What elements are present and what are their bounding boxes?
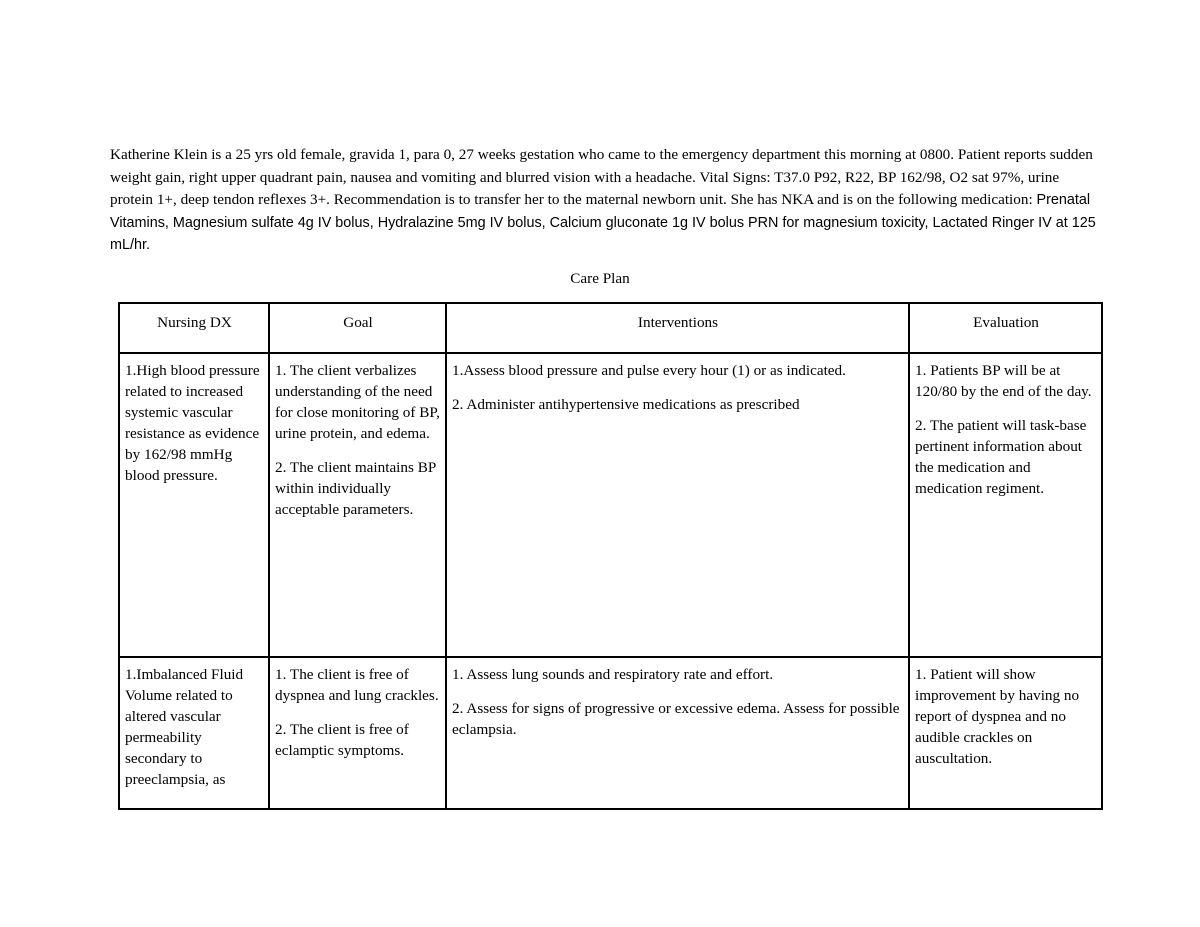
table-row bbox=[119, 657, 1102, 809]
header-goal: Goal bbox=[269, 303, 446, 353]
table-row bbox=[119, 353, 1102, 657]
nursing-dx-text: 1.Imbalanced Fluid Volume related to altered vascular permeability secondary to preeclampsia, as bbox=[125, 666, 244, 788]
evaluation-cell bbox=[909, 353, 1102, 657]
case-description bbox=[110, 144, 1100, 257]
case-description-text: Katherine Klein is a 25 yrs old female, gravida 1, para 0, 27 weeks gestation who came to the emergency department this morning at 0800. Patient reports sudden weight gain, right upper quadrant pain, nausea and vomiting and blurred vision with a headache. Vital Signs: T37.0 P92, R22, BP 162/98, O2 sat 97%, urine protein 1+, deep tendon reflexes 3+. Recommendation is to transfer her to the maternal newborn unit. She has NKA and is on the following medication: bbox=[110, 146, 1093, 208]
nursing-dx-text: 1.High blood pressure related to increased systemic vascular resistance as evidence by 162/98 mmHg blood pressure. bbox=[125, 362, 260, 484]
nursing-dx-cell bbox=[119, 353, 269, 657]
nursing-dx-cell bbox=[119, 657, 269, 809]
goal-item: 2. The client is free of eclamptic symptoms. bbox=[275, 721, 409, 759]
goal-cell bbox=[269, 353, 446, 657]
care-plan-table bbox=[118, 302, 1103, 810]
goal-cell bbox=[269, 657, 446, 809]
goal-item: 1. The client verbalizes understanding of the need for close monitoring of BP, urine protein, and edema. bbox=[275, 362, 440, 442]
header-row bbox=[119, 303, 1102, 353]
intervention-item: 2. Administer antihypertensive medications as prescribed bbox=[452, 396, 800, 413]
goal-item: 1. The client is free of dyspnea and lung crackles. bbox=[275, 666, 439, 704]
header-nursing-dx: Nursing DX bbox=[119, 303, 269, 353]
intervention-item: 1.Assess blood pressure and pulse every hour (1) or as indicated. bbox=[452, 362, 846, 379]
care-plan-title: Care Plan bbox=[570, 270, 630, 287]
medication-list: Prenatal Vitamins, Magnesium sulfate 4g IV bolus, Hydralazine 5mg IV bolus, Calcium gluconate 1g IV bolus PRN for magnesium toxicity, Lactated Ringer IV at 125 mL/hr. bbox=[110, 192, 1096, 253]
header-evaluation: Evaluation bbox=[909, 303, 1102, 353]
intervention-item: 2. Assess for signs of progressive or excessive edema. Assess for possible eclampsia. bbox=[452, 700, 900, 738]
evaluation-item: 1. Patient will show improvement by having no report of dyspnea and no audible crackles on auscultation. bbox=[915, 666, 1080, 767]
intervention-item: 1. Assess lung sounds and respiratory rate and effort. bbox=[452, 666, 774, 683]
evaluation-item: 1. Patients BP will be at 120/80 by the end of the day. bbox=[915, 362, 1092, 400]
interventions-cell bbox=[446, 353, 909, 657]
evaluation-item: 2. The patient will task-base pertinent information about the medication and medication regiment. bbox=[915, 417, 1087, 497]
evaluation-cell bbox=[909, 657, 1102, 809]
header-interventions: Interventions bbox=[446, 303, 909, 353]
goal-item: 2. The client maintains BP within individually acceptable parameters. bbox=[275, 459, 436, 518]
interventions-cell bbox=[446, 657, 909, 809]
